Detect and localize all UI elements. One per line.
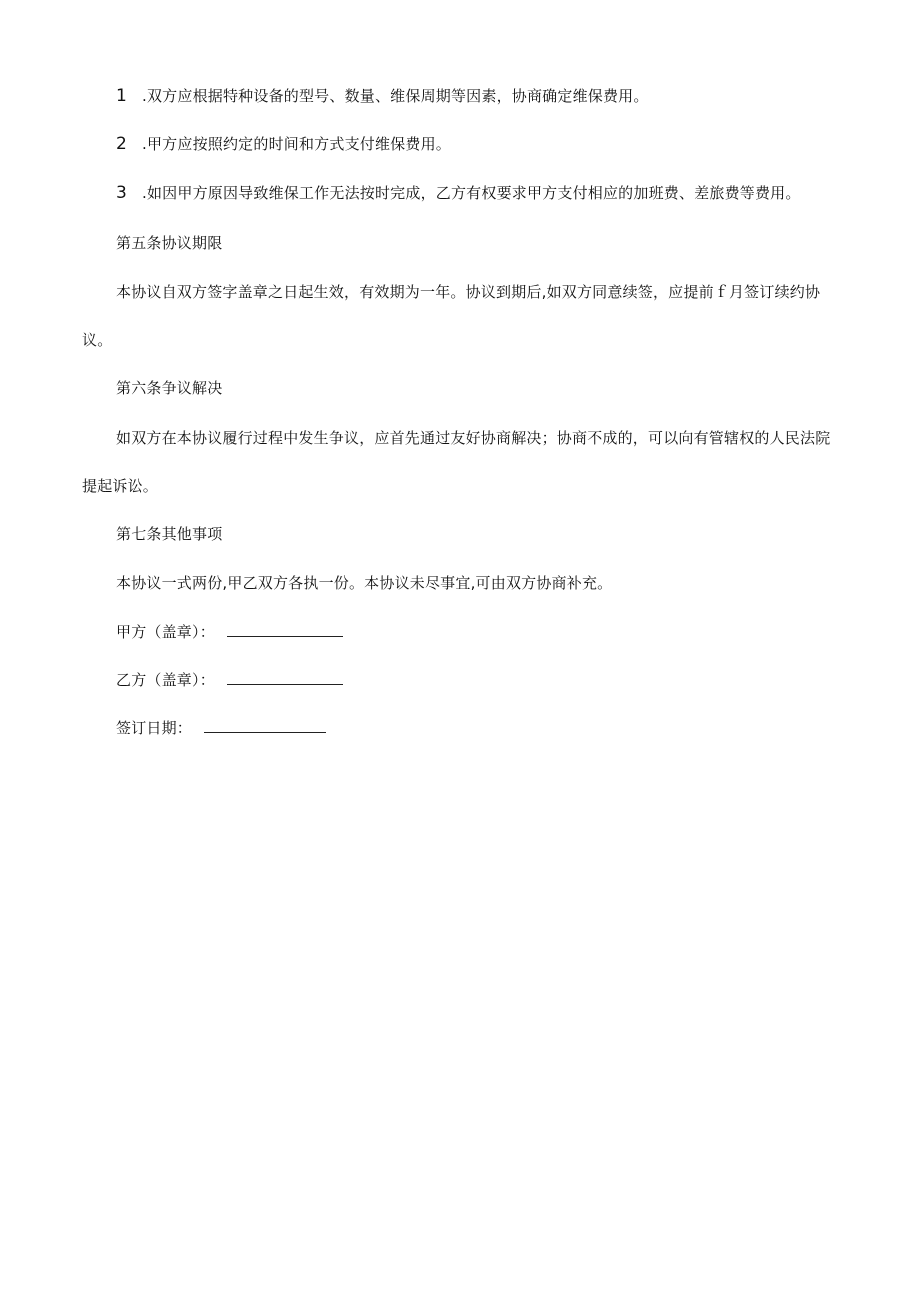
clause-number: 1 <box>116 86 128 106</box>
signature-date <box>116 718 326 738</box>
date-blank <box>204 718 326 733</box>
party-b-signature-blank <box>227 670 343 685</box>
clause-text: .甲方应按照约定的时间和方式支付维保费用。 <box>142 135 451 153</box>
party-a-signature-blank <box>227 622 343 637</box>
clause-item-2 <box>116 134 451 154</box>
party-a-label: 甲方（盖章）： <box>116 623 215 641</box>
article6-heading: 第六条争议解决 <box>116 379 223 397</box>
signature-party-a <box>116 622 343 642</box>
article5-paragraph-line2: 议。 <box>82 331 113 349</box>
article6-paragraph-line1: 如双方在本协议履行过程中发生争议，应首先通过友好协商解决；协商不成的，可以向有管辖权的人民法院 <box>116 429 831 447</box>
clause-text: .双方应根据特种设备的型号、数量、维保周期等因素，协商确定维保费用。 <box>142 87 649 105</box>
signature-party-b <box>116 670 343 690</box>
article5-heading: 第五条协议期限 <box>116 234 223 252</box>
article5-paragraph-line1: 本协议自双方签字盖章之日起生效，有效期为一年。协议到期后,如双方同意续签，应提前ｆ月签订续约协 <box>116 283 821 301</box>
date-label: 签订日期： <box>116 719 193 737</box>
article7-heading: 第七条其他事项 <box>116 525 223 543</box>
article7-paragraph: 本协议一式两份,甲乙双方各执一份。本协议未尽事宜,可由双方协商补充。 <box>116 574 613 592</box>
clause-item-1 <box>116 86 649 106</box>
clause-text: .如因甲方原因导致维保工作无法按时完成，乙方有权要求甲方支付相应的加班费、差旅费等费用。 <box>142 184 801 202</box>
clause-item-3 <box>116 183 801 203</box>
party-b-label: 乙方（盖章）： <box>116 671 215 689</box>
article6-paragraph-line2: 提起诉讼。 <box>82 477 159 495</box>
clause-number: 3 <box>116 183 128 203</box>
clause-number: 2 <box>116 134 128 154</box>
